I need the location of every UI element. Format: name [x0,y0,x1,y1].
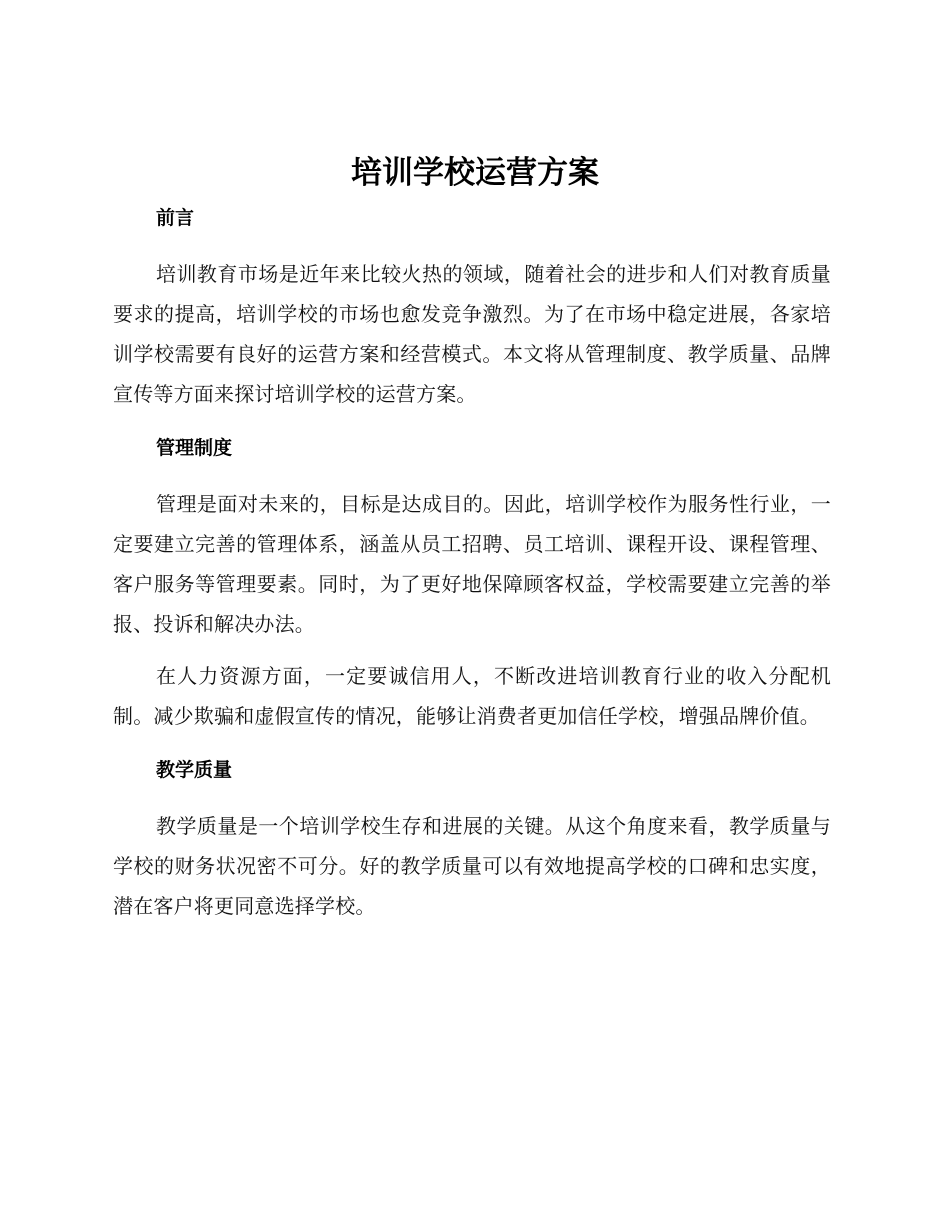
preface-paragraph: 培训教育市场是近年来比较火热的领域，随着社会的进步和人们对教育质量要求的提高，培训学校的市场也愈发竞争激烈。为了在市场中稳定进展，各家培训学校需要有良好的运营方案和经营模式。本文将从管理制度、教学质量、品牌宣传等方面来探讨培训学校的运营方案。 [113,262,831,406]
teaching-quality-paragraph: 教学质量是一个培训学校生存和进展的关键。从这个角度来看，教学质量与学校的财务状况密不可分。好的教学质量可以有效地提高学校的口碑和忠实度，潜在客户将更同意选择学校。 [113,814,831,918]
document-body [113,200,831,926]
section-heading-management: 管理制度 [156,437,233,459]
section-heading-teaching-quality: 教学质量 [156,759,233,781]
document-title: 培训学校运营方案 [351,155,599,191]
management-paragraph-2: 在人力资源方面，一定要诚信用人，不断改进培训教育行业的收入分配机制。减少欺骗和虚假宣传的情况，能够让消费者更加信任学校，增强品牌价值。 [113,664,831,728]
section-heading-preface: 前言 [156,207,195,229]
management-paragraph-1: 管理是面对未来的，目标是达成目的。因此，培训学校作为服务性行业，一定要建立完善的管理体系，涵盖从员工招聘、员工培训、课程开设、课程管理、客户服务等管理要素。同时，为了更好地保障顾客权益，学校需要建立完善的举报、投诉和解决办法。 [113,492,831,636]
